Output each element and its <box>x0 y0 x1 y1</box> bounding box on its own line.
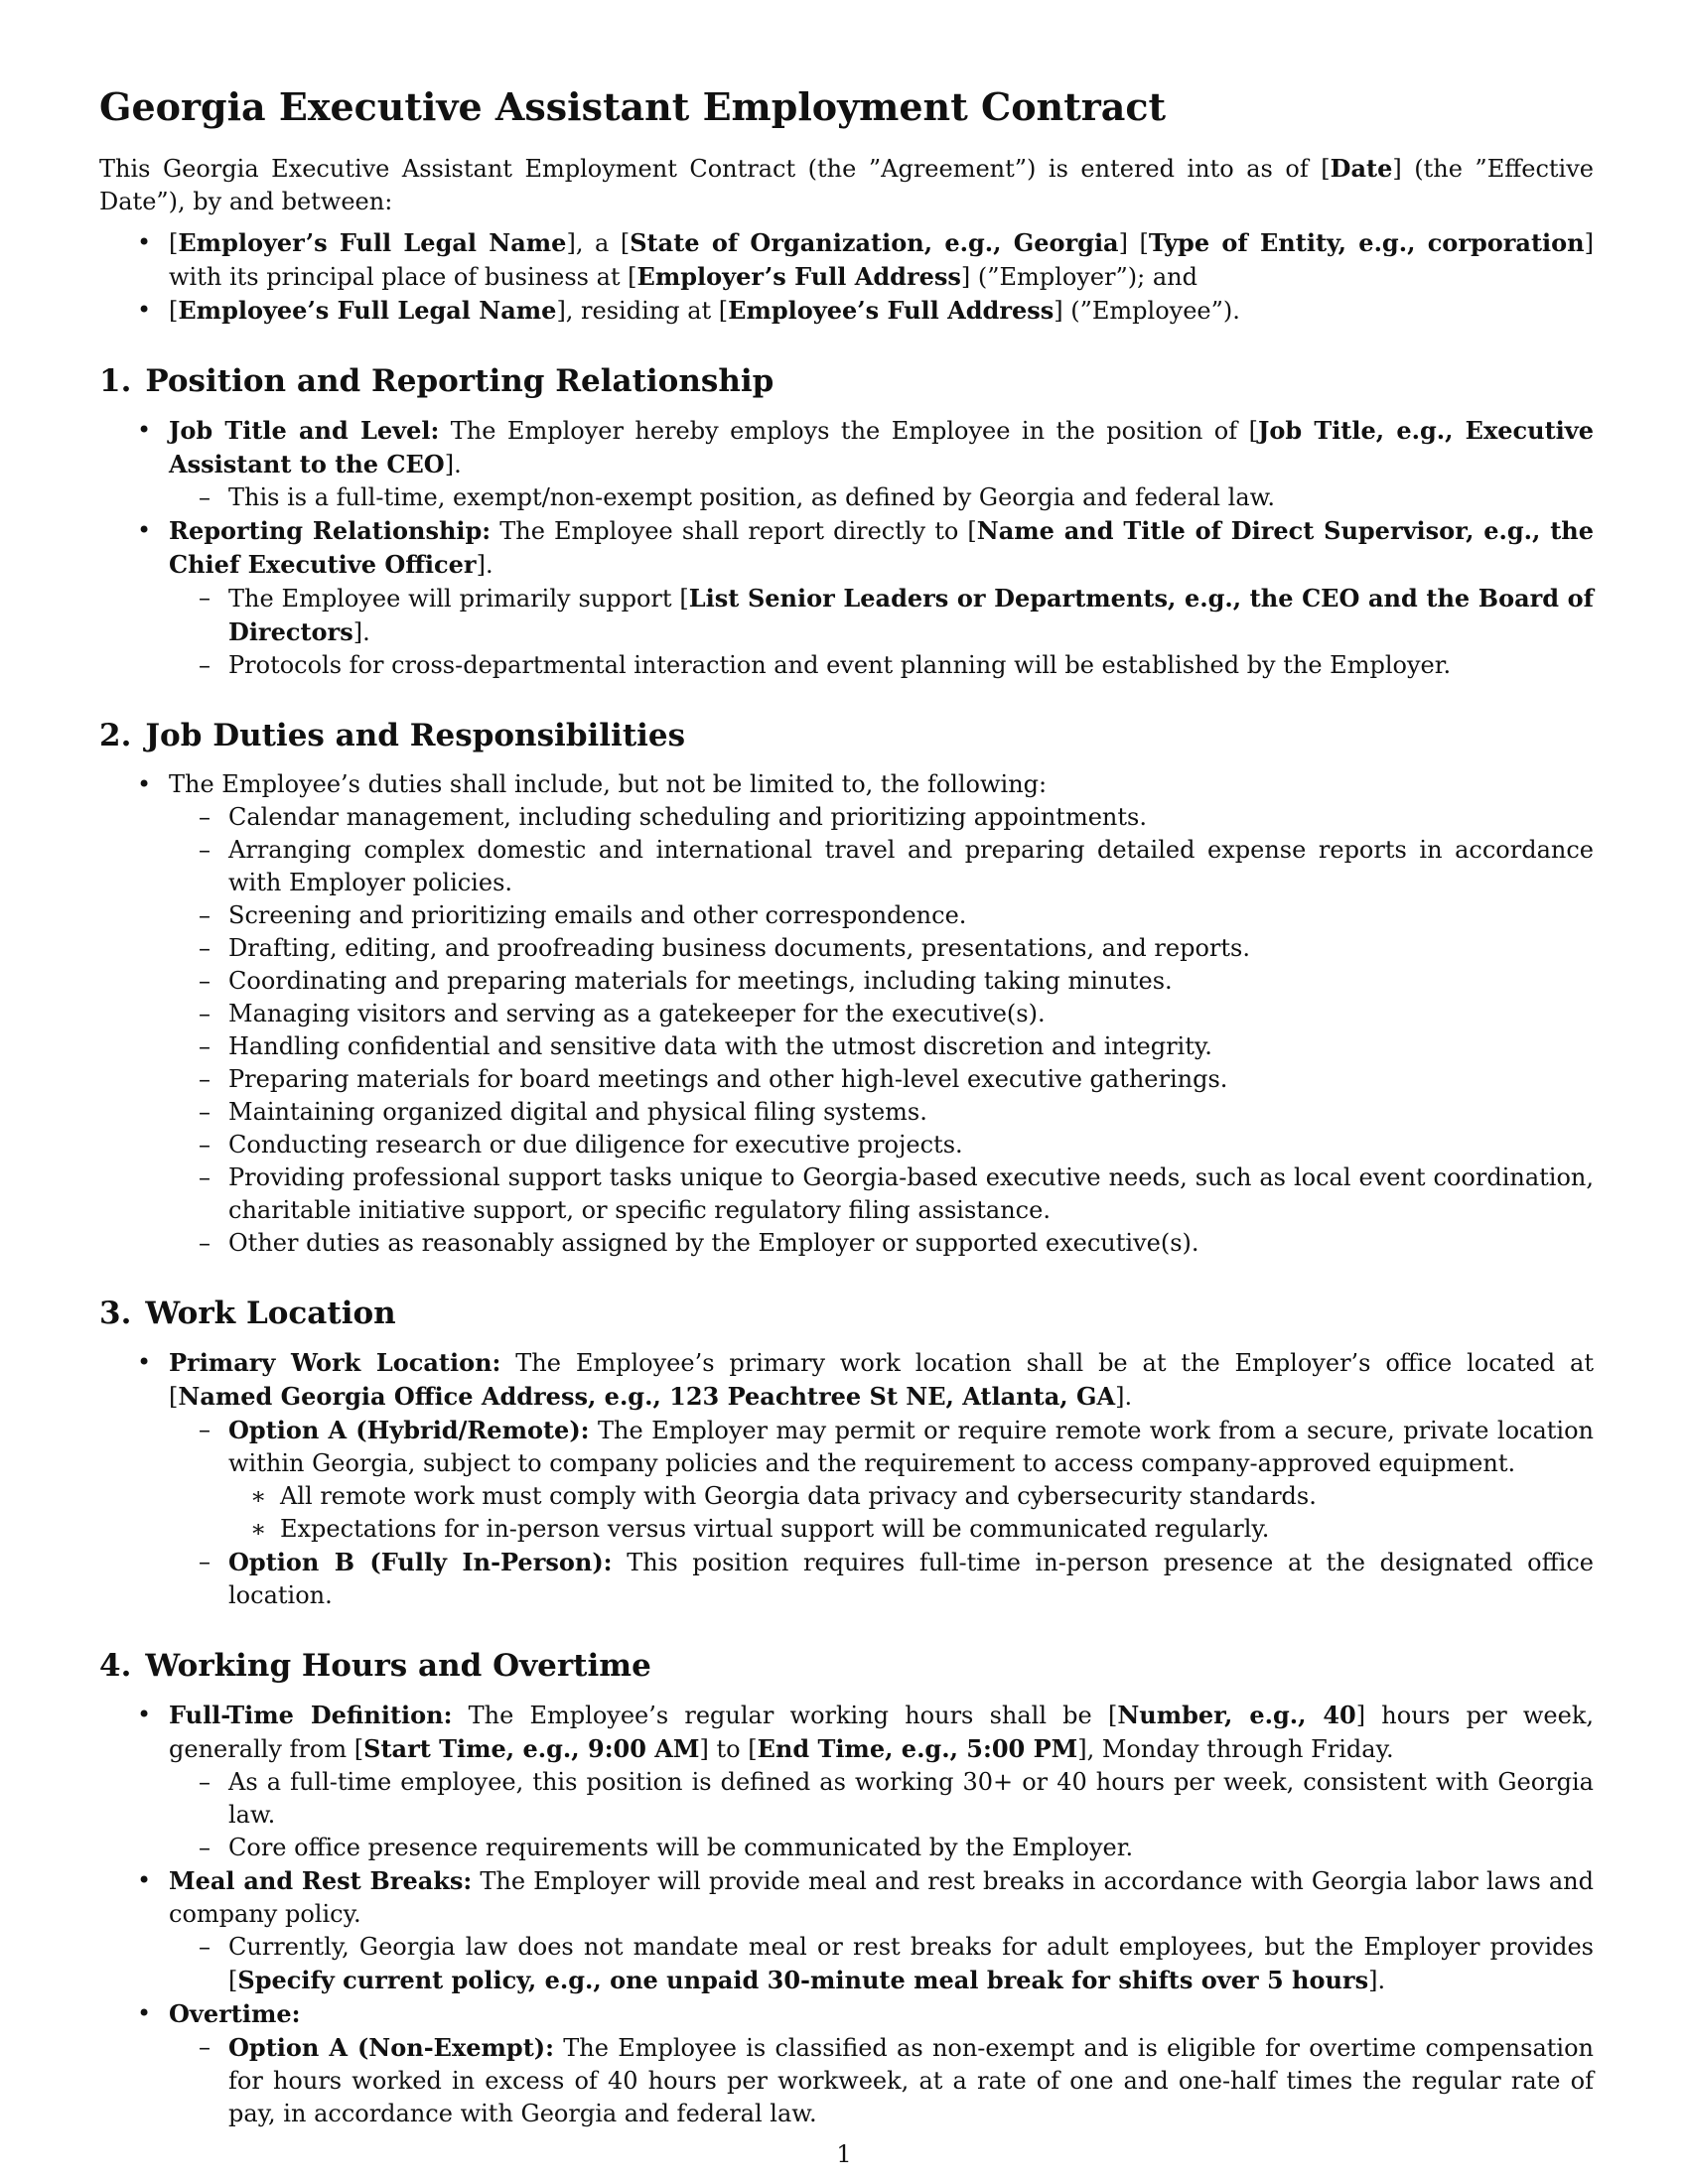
list-item: – Option A (Hybrid/Remote): The Employer may permit or require remote work from a secure, private location within Georgia, subject to company policies and the requirement to access company-approved equipment. ∗ All remote work must comply with Georgia data privacy and cybersecurity standards. ∗ Expectations for in-person versus virtual support will be communicated regularly. <box>169 1414 1594 1546</box>
list-item: • Primary Work Location: The Employee’s primary work location shall be at the Employer’s office located at [Named Georgia Office Address, e.g., 123 Peachtree St NE, Atlanta, GA]. – Option A (Hybrid/Remote): The Employer may permit or require remote work from a secure, private location within Georgia, subject to company policies and the requirement to access company-approved equipment. ∗ All remote work must comply with Georgia data privacy and cybersecurity standards. ∗ Expectations for in-person versus virtual support will be communicated regularly. – Option B (Fully In-Person): This position requires full-time in-person presence at the designated office location. <box>99 1346 1594 1612</box>
list-item: • The Employee’s duties shall include, but not be limited to, the following: – Calendar management, including scheduling and prioritizing appointments. – Arranging complex domestic and international travel and preparing detailed expense reports in accordance with Employer policies. – Screening and prioritizing emails and other correspondence. – Drafting, editing, and proofreading business documents, presentations, and reports. – Coordinating and preparing materials for meetings, including taking minutes. – Managing visitors and serving as a gatekeeper for the executive(s). – Handling confidential and sensitive data with the utmost discretion and integrity. – Preparing materials for board meetings and other high-level executive gatherings. – Maintaining organized digital and physical filing systems. – Conducting research or due diligence for executive projects. – Providing professional support tasks unique to Georgia-based executive needs, such as local event coordination, charitable initiative support, or specific regulatory filing assistance. – Other duties as reasonably assigned by the Employer or supported executive(s). <box>99 768 1594 1260</box>
date-placeholder: Date <box>1330 153 1393 183</box>
list-item: – Currently, Georgia law does not mandate meal or rest breaks for adult employees, but the Employer provides [Specify current policy, e.g., one unpaid 30-minute meal break for shifts over 5 hours]. <box>169 1931 1594 1997</box>
list-item: – This is a full-time, exempt/non-exempt position, as defined by Georgia and federal law. <box>169 481 1594 514</box>
duties-list <box>228 801 1594 1260</box>
list-item: ∗ All remote work must comply with Georgia data privacy and cybersecurity standards. <box>280 1480 1594 1513</box>
section-1-list <box>99 414 1594 682</box>
duty-item: – Handling confidential and sensitive data with the utmost discretion and integrity. <box>169 1030 1594 1063</box>
section-2-list <box>99 768 1594 1260</box>
list-item: – Protocols for cross-departmental interaction and event planning will be established by the Employer. <box>169 649 1594 682</box>
list-item: – Core office presence requirements will be communicated by the Employer. <box>169 1832 1594 1864</box>
section-heading: 4. Working Hours and Overtime <box>99 1648 651 1685</box>
duty-item: – Managing visitors and serving as a gatekeeper for the executive(s). <box>169 998 1594 1030</box>
list-item: • Job Title and Level: The Employer hereby employs the Employee in the position of [Job Title, e.g., Executive Assistant to the CEO]. – This is a full-time, exempt/non-exempt position, as defined by Georgia and federal law. <box>99 414 1594 514</box>
duty-item: – Other duties as reasonably assigned by the Employer or supported executive(s). <box>169 1227 1594 1260</box>
section-heading: 1. Position and Reporting Relationship <box>99 362 774 399</box>
duty-item: – Preparing materials for board meetings and other high-level executive gatherings. <box>169 1063 1594 1096</box>
duty-item: – Providing professional support tasks unique to Georgia-based executive needs, such as local event coordination, charitable initiative support, or specific regulatory filing assistance. <box>169 1161 1594 1227</box>
intro-paragraph: This Georgia Executive Assistant Employment Contract (the ”Agreement”) is entered into as of [Date] (the ”Effective Date”), by and between: <box>99 153 1594 215</box>
duty-item: – Drafting, editing, and proofreading business documents, presentations, and reports. <box>169 932 1594 965</box>
list-item: • Overtime: – Option A (Non-Exempt): The Employee is classified as non-exempt and is eligible for overtime compensation for hours worked in excess of 40 hours per workweek, at a rate of one and one-half times the regular rate of pay, in accordance with Georgia and federal law. <box>99 1997 1594 2130</box>
duty-item: – Screening and prioritizing emails and other correspondence. <box>169 899 1594 932</box>
list-item: • [Employer’s Full Legal Name], a [State of Organization, e.g., Georgia] [Type of Entity, e.g., corporation] with its principal place of business at [Employer’s Full Address] (”Employer”); and <box>99 226 1594 294</box>
list-item: ∗ Expectations for in-person versus virtual support will be communicated regularly. <box>280 1513 1594 1546</box>
section-3-list <box>99 1346 1594 1612</box>
list-item: – The Employee will primarily support [List Senior Leaders or Departments, e.g., the CEO and the Board of Directors]. <box>169 582 1594 649</box>
parties-list <box>99 226 1594 328</box>
section-heading: 3. Work Location <box>99 1295 396 1331</box>
list-item: – Option B (Fully In-Person): This position requires full-time in-person presence at the designated office location. <box>169 1546 1594 1612</box>
list-item: – Option A (Non-Exempt): The Employee is classified as non-exempt and is eligible for overtime compensation for hours worked in excess of 40 hours per workweek, at a rate of one and one-half times the regular rate of pay, in accordance with Georgia and federal law. <box>169 2031 1594 2130</box>
section-heading: 2. Job Duties and Responsibilities <box>99 717 686 753</box>
duty-item: – Calendar management, including scheduling and prioritizing appointments. <box>169 801 1594 834</box>
list-item: • Reporting Relationship: The Employee shall report directly to [Name and Title of Direct Supervisor, e.g., the Chief Executive Officer]. – The Employee will primarily support [List Senior Leaders or Departments, e.g., the CEO and the Board of Directors]. – Protocols for cross-departmental interaction and event planning will be established by the Employer. <box>99 514 1594 682</box>
duty-item: – Arranging complex domestic and international travel and preparing detailed expense reports in accordance with Employer policies. <box>169 834 1594 899</box>
duty-item: – Maintaining organized digital and physical filing systems. <box>169 1096 1594 1129</box>
list-item: • [Employee’s Full Legal Name], residing at [Employee’s Full Address] (”Employee”). <box>99 294 1594 328</box>
document-title: Georgia Executive Assistant Employment Contract <box>99 84 1167 129</box>
list-item: • Meal and Rest Breaks: The Employer will provide meal and rest breaks in accordance with Georgia labor laws and company policy. – Currently, Georgia law does not mandate meal or rest breaks for adult employees, but the Employer provides [Specify current policy, e.g., one unpaid 30-minute meal break for shifts over 5 hours]. <box>99 1864 1594 1997</box>
section-4-list <box>99 1699 1594 2130</box>
duty-item: – Conducting research or due diligence for executive projects. <box>169 1129 1594 1161</box>
page-number: 1 <box>836 2140 852 2168</box>
list-item: • Full-Time Definition: The Employee’s regular working hours shall be [Number, e.g., 40] hours per week, generally from [Start Time, e.g., 9:00 AM] to [End Time, e.g., 5:00 PM], Monday through Friday. – As a full-time employee, this position is defined as working 30+ or 40 hours per week, consistent with Georgia law. – Core office presence requirements will be communicated by the Employer. <box>99 1699 1594 1864</box>
list-item: – As a full-time employee, this position is defined as working 30+ or 40 hours per week, consistent with Georgia law. <box>169 1766 1594 1832</box>
duty-item: – Coordinating and preparing materials for meetings, including taking minutes. <box>169 965 1594 998</box>
